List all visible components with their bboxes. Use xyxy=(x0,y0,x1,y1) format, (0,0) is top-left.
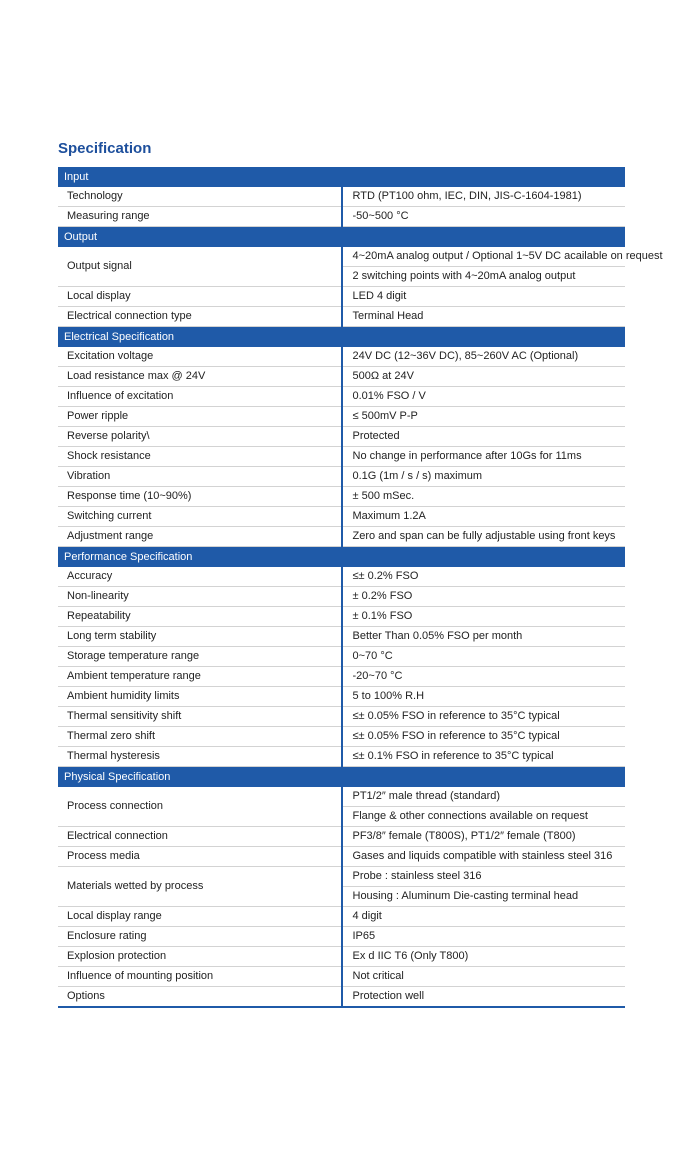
spec-value: Ex d IIC T6 (Only T800) xyxy=(342,947,626,967)
table-row xyxy=(58,567,625,587)
section-header xyxy=(58,167,625,187)
table-row xyxy=(58,307,625,327)
section-title: Output xyxy=(58,227,625,248)
spec-value: 24V DC (12~36V DC), 85~260V AC (Optional) xyxy=(342,347,626,367)
table-row xyxy=(58,367,625,387)
spec-value: Flange & other connections available on request xyxy=(342,807,626,827)
spec-value: 0.01% FSO / V xyxy=(342,387,626,407)
table-row xyxy=(58,487,625,507)
spec-value: PT1/2″ male thread (standard) xyxy=(342,787,626,807)
table-row xyxy=(58,927,625,947)
spec-label: Thermal zero shift xyxy=(58,727,342,747)
table-row xyxy=(58,687,625,707)
spec-value: -20~70 °C xyxy=(342,667,626,687)
spec-label: Electrical connection type xyxy=(58,307,342,327)
spec-label: Shock resistance xyxy=(58,447,342,467)
spec-value: Maximum 1.2A xyxy=(342,507,626,527)
spec-value: No change in performance after 10Gs for 11ms xyxy=(342,447,626,467)
table-row xyxy=(58,847,625,867)
section-header xyxy=(58,547,625,568)
section-title: Input xyxy=(58,167,625,187)
specification-table-body xyxy=(58,167,663,1007)
spec-label: Ambient humidity limits xyxy=(58,687,342,707)
table-row xyxy=(58,667,625,687)
section-header xyxy=(58,767,625,788)
table-row xyxy=(58,607,625,627)
spec-value: 500Ω at 24V xyxy=(342,367,626,387)
spec-label: Local display range xyxy=(58,907,342,927)
table-row xyxy=(58,347,625,367)
section-title: Performance Specification xyxy=(58,547,625,568)
spec-label: Process connection xyxy=(58,787,342,827)
table-row xyxy=(58,787,625,807)
table-row xyxy=(58,247,625,267)
spec-value: Zero and span can be fully adjustable using front keys xyxy=(342,527,626,547)
table-row xyxy=(58,867,625,887)
spec-value: 0.1G (1m / s / s) maximum xyxy=(342,467,626,487)
section-title: Physical Specification xyxy=(58,767,625,788)
section-title: Electrical Specification xyxy=(58,327,625,348)
spec-value: 0~70 °C xyxy=(342,647,626,667)
table-row xyxy=(58,507,625,527)
spec-value: Not critical xyxy=(342,967,626,987)
spec-label: Load resistance max @ 24V xyxy=(58,367,342,387)
spec-label: Ambient temperature range xyxy=(58,667,342,687)
spec-value: Better Than 0.05% FSO per month xyxy=(342,627,626,647)
spec-value: 2 switching points with 4~20mA analog output xyxy=(342,267,626,287)
spec-value: Probe : stainless steel 316 xyxy=(342,867,626,887)
spec-label: Measuring range xyxy=(58,207,342,227)
spec-label: Non-linearity xyxy=(58,587,342,607)
spec-value: ± 0.2% FSO xyxy=(342,587,626,607)
spec-label: Repeatability xyxy=(58,607,342,627)
spec-value: -50~500 °C xyxy=(342,207,626,227)
table-row xyxy=(58,287,625,307)
table-row xyxy=(58,947,625,967)
spec-value: IP65 xyxy=(342,927,626,947)
page-title: Specification xyxy=(58,140,152,157)
spec-value: 5 to 100% R.H xyxy=(342,687,626,707)
spec-value: Housing : Aluminum Die-casting terminal head xyxy=(342,887,626,907)
table-row xyxy=(58,447,625,467)
table-row xyxy=(58,467,625,487)
spec-value: ≤± 0.05% FSO in reference to 35°C typical xyxy=(342,727,626,747)
table-row xyxy=(58,527,625,547)
spec-label: Excitation voltage xyxy=(58,347,342,367)
spec-value: ≤± 0.1% FSO in reference to 35°C typical xyxy=(342,747,626,767)
table-row xyxy=(58,187,625,207)
spec-label: Influence of excitation xyxy=(58,387,342,407)
spec-label: Power ripple xyxy=(58,407,342,427)
spec-label: Enclosure rating xyxy=(58,927,342,947)
table-row xyxy=(58,707,625,727)
spec-label: Thermal hysteresis xyxy=(58,747,342,767)
spec-value: ± 0.1% FSO xyxy=(342,607,626,627)
spec-label: Response time (10~90%) xyxy=(58,487,342,507)
table-row xyxy=(58,747,625,767)
spec-label: Long term stability xyxy=(58,627,342,647)
spec-label: Adjustment range xyxy=(58,527,342,547)
table-row xyxy=(58,207,625,227)
spec-value: ≤± 0.05% FSO in reference to 35°C typical xyxy=(342,707,626,727)
table-row xyxy=(58,427,625,447)
spec-label: Storage temperature range xyxy=(58,647,342,667)
section-header xyxy=(58,327,625,348)
table-row xyxy=(58,387,625,407)
spec-label: Vibration xyxy=(58,467,342,487)
spec-label: Options xyxy=(58,987,342,1008)
spec-label: Local display xyxy=(58,287,342,307)
spec-value: ≤± 0.2% FSO xyxy=(342,567,626,587)
table-row xyxy=(58,967,625,987)
table-row xyxy=(58,907,625,927)
spec-label: Electrical connection xyxy=(58,827,342,847)
spec-label: Process media xyxy=(58,847,342,867)
spec-label: Switching current xyxy=(58,507,342,527)
spec-value: ≤ 500mV P-P xyxy=(342,407,626,427)
spec-value: 4 digit xyxy=(342,907,626,927)
spec-label: Influence of mounting position xyxy=(58,967,342,987)
section-header xyxy=(58,227,625,248)
table-row xyxy=(58,827,625,847)
spec-label: Materials wetted by process xyxy=(58,867,342,907)
spec-label: Technology xyxy=(58,187,342,207)
spec-value: Protection well xyxy=(342,987,626,1008)
spec-value: Gases and liquids compatible with stainless steel 316 xyxy=(342,847,626,867)
table-row xyxy=(58,627,625,647)
spec-value: Protected xyxy=(342,427,626,447)
spec-label: Explosion protection xyxy=(58,947,342,967)
table-row xyxy=(58,727,625,747)
spec-value: PF3/8″ female (T800S), PT1/2″ female (T800) xyxy=(342,827,626,847)
spec-label: Accuracy xyxy=(58,567,342,587)
spec-label: Thermal sensitivity shift xyxy=(58,707,342,727)
spec-value: LED 4 digit xyxy=(342,287,626,307)
specification-table xyxy=(58,167,663,1008)
table-row xyxy=(58,647,625,667)
spec-value: RTD (PT100 ohm, IEC, DIN, JIS-C-1604-1981) xyxy=(342,187,626,207)
spec-value: Terminal Head xyxy=(342,307,626,327)
table-row xyxy=(58,587,625,607)
spec-label: Output signal xyxy=(58,247,342,287)
spec-value: 4~20mA analog output / Optional 1~5V DC acailable on request xyxy=(342,247,626,267)
table-row xyxy=(58,407,625,427)
spec-value: ± 500 mSec. xyxy=(342,487,626,507)
table-row xyxy=(58,987,625,1008)
spec-label: Reverse polarity\ xyxy=(58,427,342,447)
